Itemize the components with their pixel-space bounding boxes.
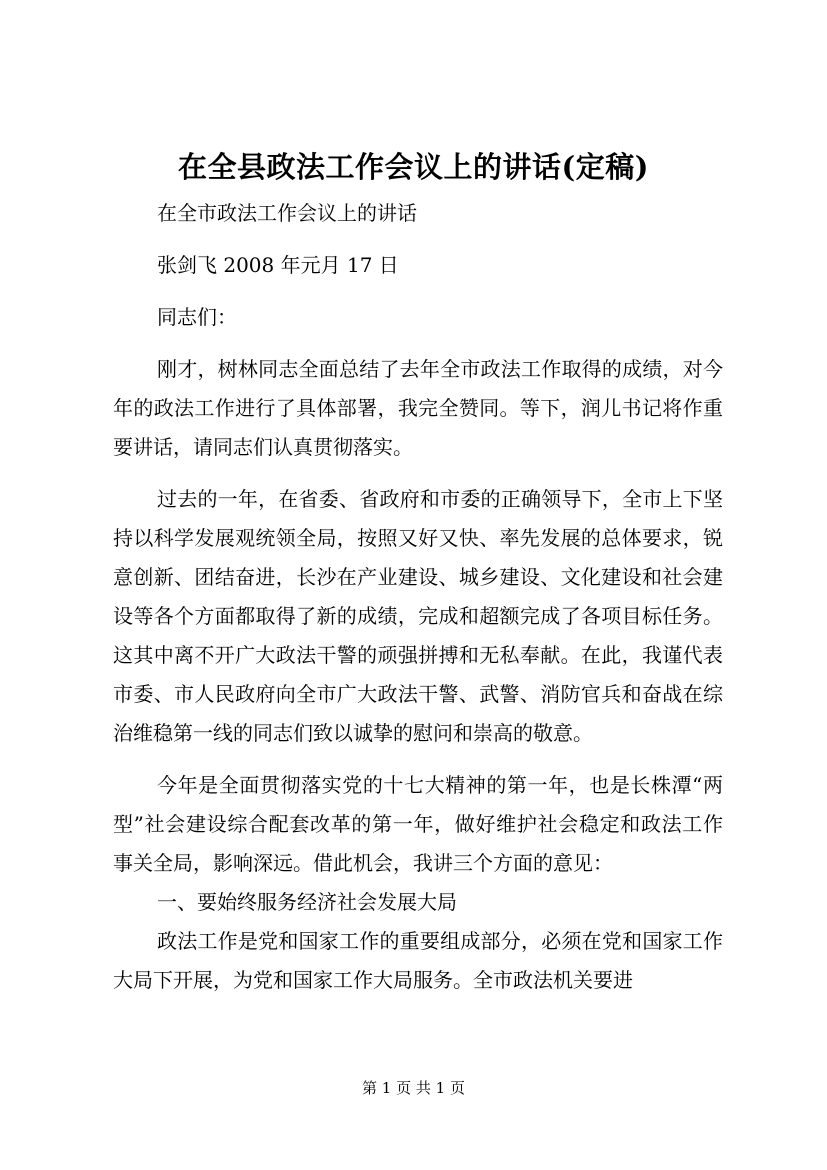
document-title: 在全县政法工作会议上的讲话(定稿) (178, 150, 649, 184)
paragraph: 刚才，树林同志全面总结了去年全市政法工作取得的成绩，对今年的政法工作进行了具体部署，我完全赞同。等下，润儿书记将作重要讲话，请同志们认真贯彻落实。 (113, 357, 723, 459)
paragraph: 政法工作是党和国家工作的重要组成部分，必须在党和国家工作大局下开展，为党和国家工作大局服务。全市政法机关要进 (113, 929, 723, 992)
page-footer: 第 1 页 共 1 页 (362, 1079, 465, 1097)
paragraph: 过去的一年，在省委、省政府和市委的正确领导下，全市上下坚持以科学发展观统领全局，按照又好又快、率先发展的总体要求，锐意创新、团结奋进，长沙在产业建设、城乡建设、文化建设和社会建设等各个方面都取得了新的成绩，完成和超额完成了各项目标任务。这其中离不开广大政法干警的顽强拼搏和无私奉献。在此，我谨代表市委、市人民政府向全市广大政法干警、武警、消防官兵和奋战在综治维稳第一线的同志们致以诚挚的慰问和崇高的敬意。 (113, 487, 723, 745)
section-heading: 一、要始终服务经济社会发展大局 (157, 890, 457, 914)
subtitle: 在全市政法工作会议上的讲话 (157, 201, 417, 225)
salutation: 同志们： (157, 305, 237, 329)
byline: 张剑飞 2008 年元月 17 日 (157, 253, 399, 277)
paragraph: 今年是全面贯彻落实党的十七大精神的第一年，也是长株潭“两型”社会建设综合配套改革的第一年，做好维护社会稳定和政法工作事关全局，影响深远。借此机会，我讲三个方面的意见： (113, 773, 723, 875)
document-body (113, 194, 723, 1000)
